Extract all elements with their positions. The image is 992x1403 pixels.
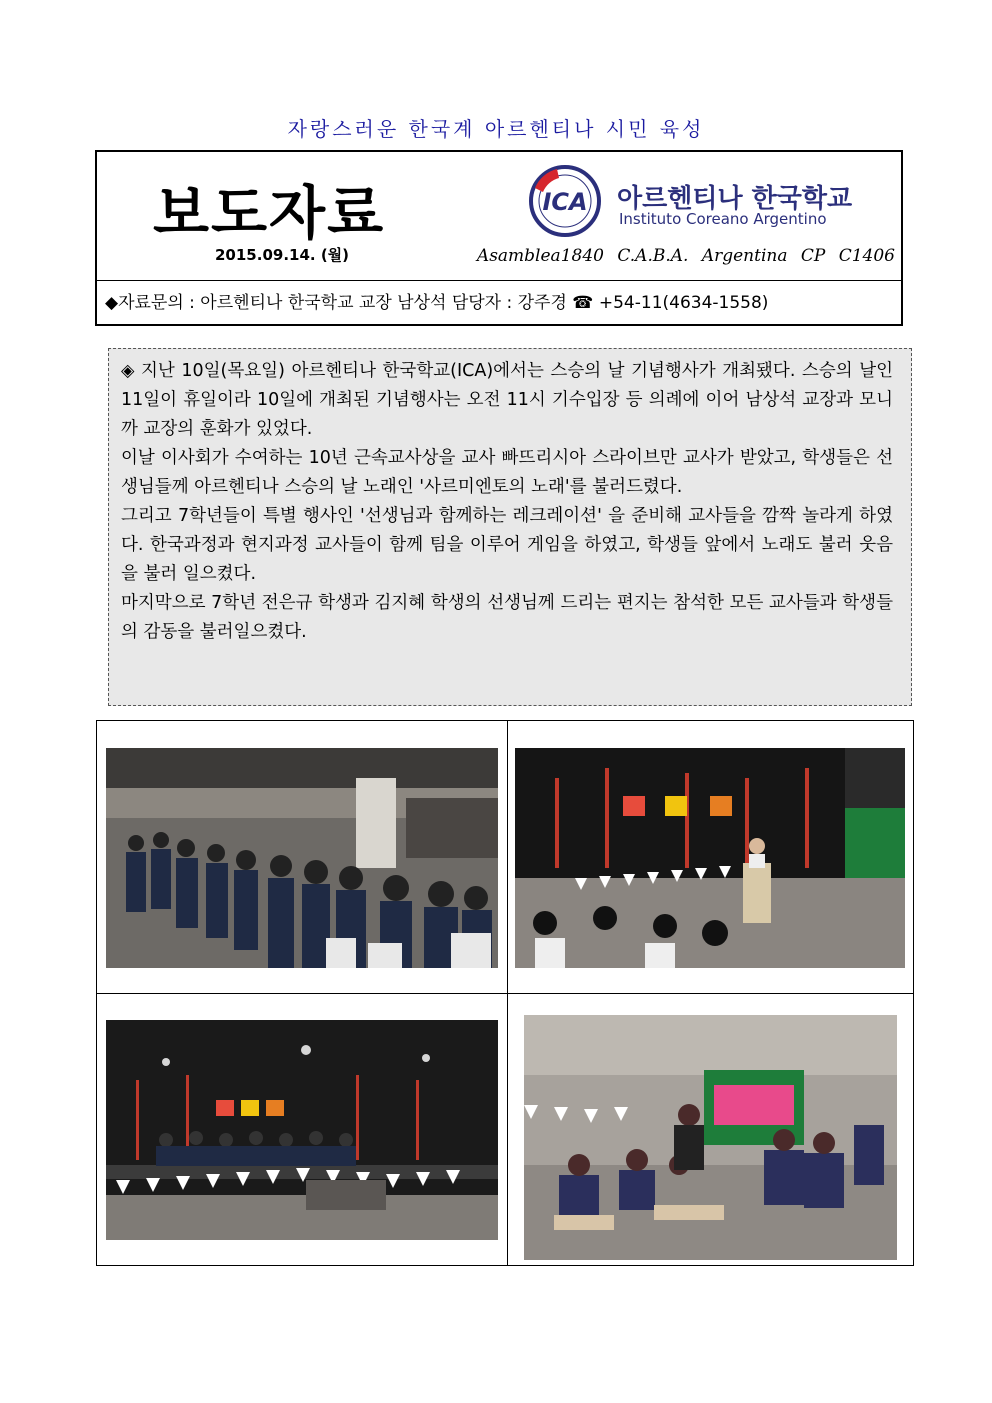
photo-stage-students xyxy=(106,1020,498,1240)
school-name-spanish: Instituto Coreano Argentino xyxy=(619,210,827,228)
photo-grid xyxy=(96,720,914,1266)
contact-info: ◆자료문의 : 아르헨티나 한국학교 교장 남상석 담당자 : 강주경 ☎ +54-11(4634-1558) xyxy=(105,293,769,313)
page-title: 보도자료 xyxy=(153,179,386,247)
article-text xyxy=(121,357,893,647)
article-paragraph: 이날 이사회가 수여하는 10년 근속교사상을 교사 빠뜨리시아 스라이브만 교사가 받았고, 학생들은 선생님들께 아르헨티나 스승의 날 노래인 '사르미엔토의 노래'를 불러드렸다. xyxy=(121,448,893,497)
svg-text:ICA: ICA xyxy=(542,188,588,216)
photo-students-assembly xyxy=(106,748,498,968)
school-name-korean: 아르헨티나 한국학교 xyxy=(617,184,853,214)
photo-podium-speech xyxy=(515,748,905,968)
article-paragraph: 마지막으로 7학년 전은규 학생과 김지혜 학생의 선생님께 드리는 편지는 참석한 모든 교사들과 학생들의 감동을 불러일으켰다. xyxy=(121,593,893,642)
school-logo xyxy=(527,166,887,228)
grid-divider-horizontal xyxy=(97,993,913,994)
article-body xyxy=(108,348,912,706)
article-paragraph: ◈ 지난 10일(목요일) 아르헨티나 한국학교(ICA)에서는 스승의 날 기념행사가 개최됐다. 스승의 날인 11일이 휴일이라 10일에 개최된 기념행사는 오전 11시 기수입장 등 의례에 이어 남상석 교장과 모니까 교장의 훈화가 있었다. xyxy=(121,361,893,439)
school-address: Asamblea1840 C.A.B.A. Argentina CP C1406 xyxy=(476,246,895,266)
header-top xyxy=(97,152,901,281)
release-date: 2015.09.14. (월) xyxy=(215,246,350,264)
slogan: 자랑스러운 한국계 아르헨티나 시민 육성 xyxy=(287,117,705,141)
press-release-header xyxy=(95,150,903,326)
ica-logo-icon xyxy=(527,164,607,238)
article-paragraph: 그리고 7학년들이 특별 행사인 '선생님과 함께하는 레크레이션' 을 준비해 교사들을 깜짝 놀라게 하였다. 한국과정과 현지과정 교사들이 함께 팀을 이루어 게임을 하였고, 학생들 앞에서 노래도 불러 웃음을 불러 일으켰다. xyxy=(121,506,893,584)
photo-teachers-recreation xyxy=(524,1015,897,1260)
